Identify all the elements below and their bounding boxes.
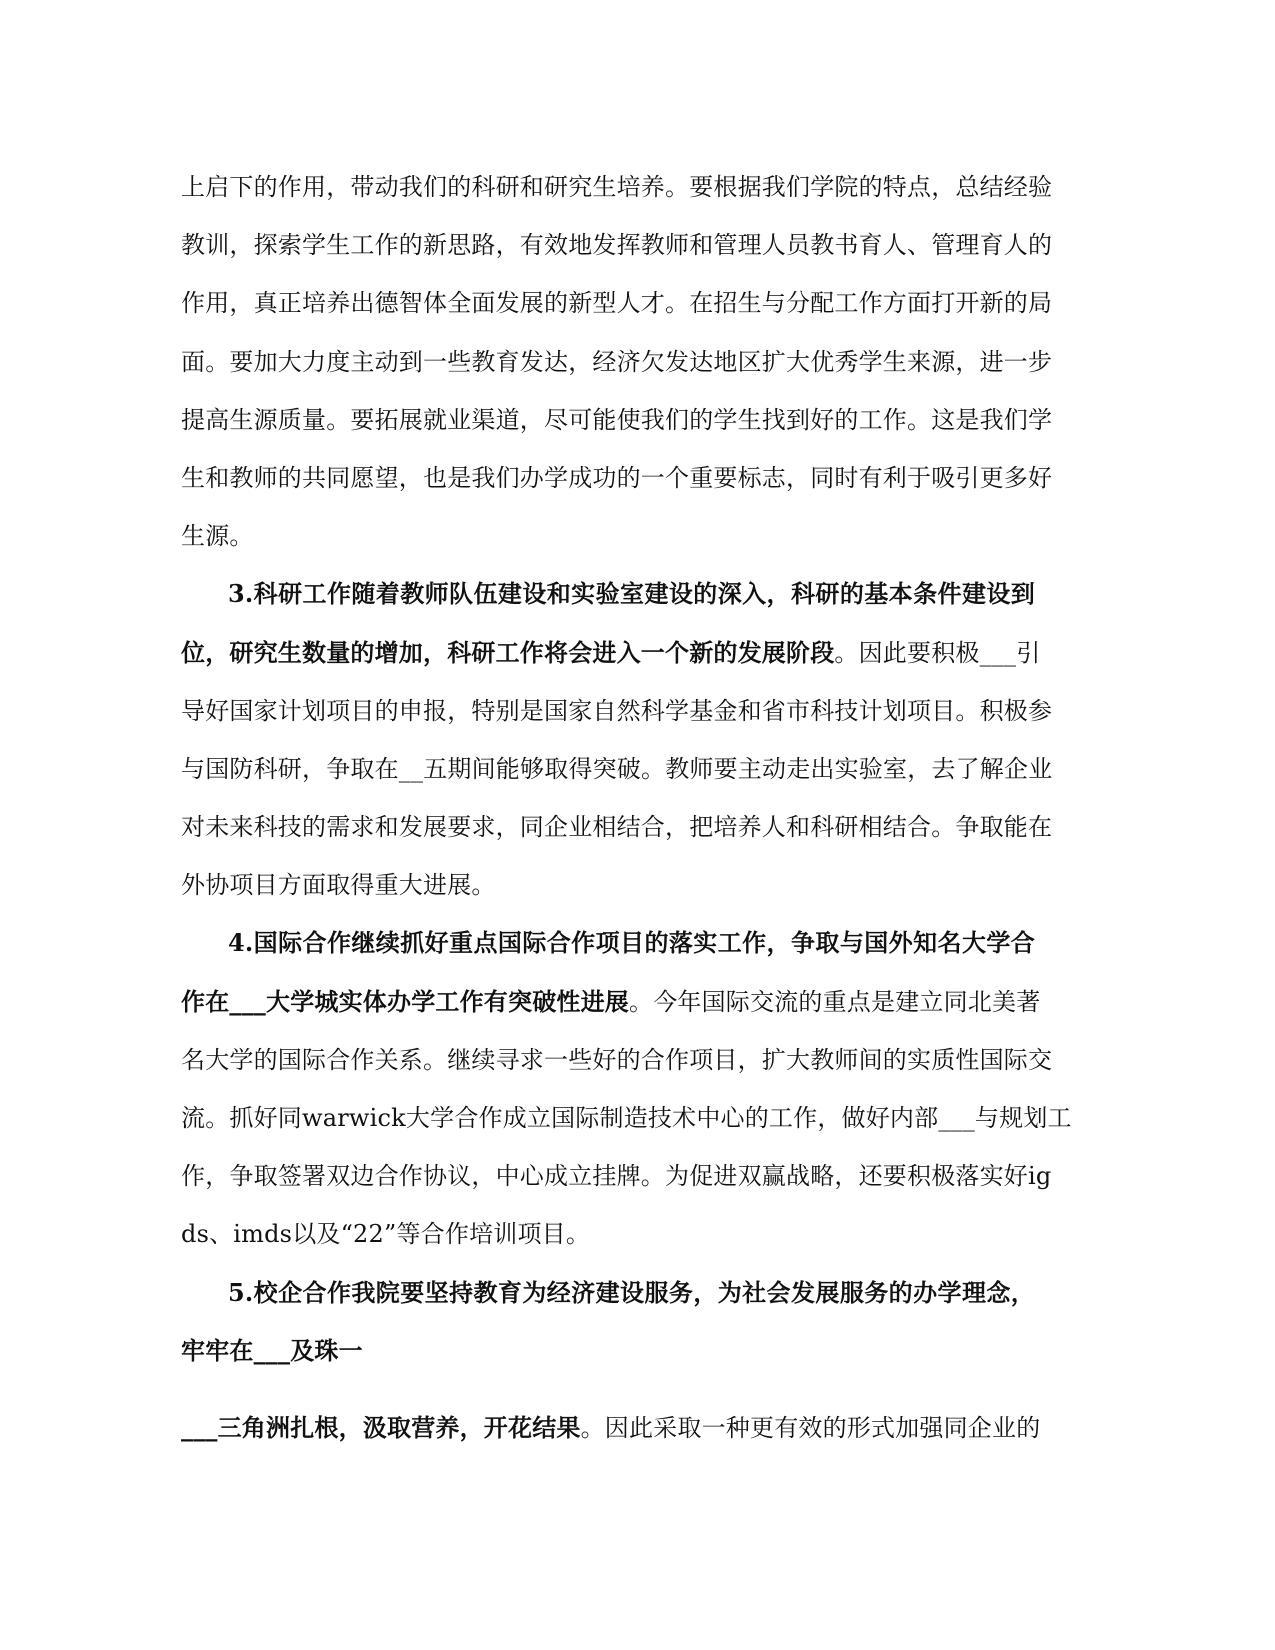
- section-heading-enterprise: 5.校企合作我院要坚持教育为经济建设服务，为社会发展服务的办学理念，: [228, 1277, 1035, 1307]
- text-line: 与国防科研，争取在__五期间能够取得突破。教师要主动走出实验室，去了解企业: [181, 754, 1053, 783]
- text-line: 作，争取签署双边合作协议，中心成立挂牌。为促进双赢战略，还要积极落实好ig: [181, 1162, 1052, 1191]
- text-line: 教训，探索学生工作的新思路，有效地发挥教师和管理人员教书育人、管理育人的: [181, 231, 1053, 260]
- text-line: 作用，真正培养出德智体全面发展的新型人才。在招生与分配工作方面打开新的局: [181, 289, 1053, 318]
- text-line: 流。抓好同warwick大学合作成立国际制造技术中心的工作，做好内部___与规划工: [181, 1104, 1072, 1132]
- text-line: 外协项目方面取得重大进展。: [181, 871, 496, 900]
- text-line: 牢牢在___及珠一: [181, 1335, 363, 1365]
- section-heading-research: 3.科研工作随着教师队伍建设和实验室建设的深入，科研的基本条件建设到: [228, 579, 1035, 609]
- text-line: 位，研究生数量的增加，科研工作将会进入一个新的发展阶段。因此要积极___引: [181, 637, 1041, 667]
- text-line: ___三角洲扎根，汲取营养，开花结果。因此采取一种更有效的形式加强同企业的: [181, 1412, 1041, 1442]
- section-heading-international: 4.国际合作继续抓好重点国际合作项目的落实工作，争取与国外知名大学合: [228, 928, 1035, 958]
- text-line: 提高生源质量。要拓展就业渠道，尽可能使我们的学生找到好的工作。这是我们学: [181, 405, 1053, 434]
- text-line: 作在___大学城实体办学工作有突破性进展。今年国际交流的重点是建立同北美著: [181, 986, 1041, 1016]
- text-line: 生源。: [181, 522, 254, 551]
- text-line: 对未来科技的需求和发展要求，同企业相结合，把培养人和科研相结合。争取能在: [181, 813, 1053, 842]
- text-line: 名大学的国际合作关系。继续寻求一些好的合作项目，扩大教师间的实质性国际交: [181, 1045, 1053, 1074]
- text-line: 导好国家计划项目的申报，特别是国家自然科学基金和省市科技计划项目。积极参: [181, 696, 1053, 725]
- text-line: 生和教师的共同愿望，也是我们办学成功的一个重要标志，同时有利于吸引更多好: [181, 463, 1053, 492]
- text-line: 面。要加大力度主动到一些教育发达，经济欠发达地区扩大优秀学生来源，进一步: [181, 347, 1053, 376]
- text-line: 上启下的作用，带动我们的科研和研究生培养。要根据我们学院的特点，总结经验: [181, 173, 1053, 201]
- text-line: ds、imds以及“22”等合作培训项目。: [181, 1220, 591, 1249]
